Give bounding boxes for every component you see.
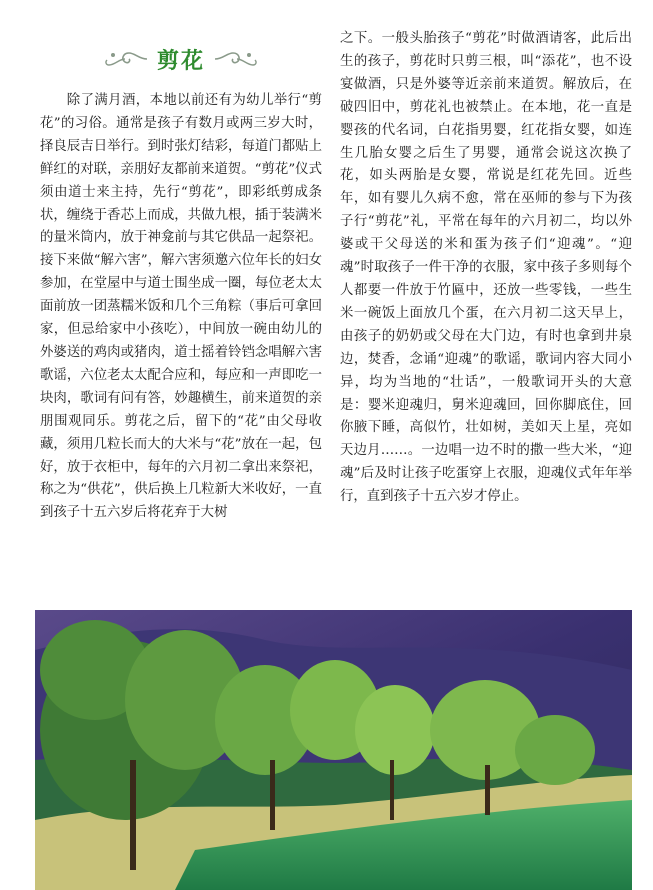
article-title: 剪花 [156, 48, 205, 74]
left-swirl-ornament-icon [105, 49, 149, 69]
left-body-text: 除了满月酒，本地以前还有为幼儿举行“剪花”的习俗。通常是孩子有数月或两三岁大时，择良辰吉日举行。到时张灯结彩，每道门都贴上鲜红的对联，亲朋好友都前来道贺。“剪花”仪式须由道士来主持，先行“剪花”，即彩纸剪成条状，缠绕于香芯上而成，共做九根，插于装满米的量米筒内，放于神龛前与其它供品一起祭祀。接下来做“解六害”，解六害须邀六位年长的妇女参加，在堂屋中与道士围坐成一圈，每位老太太面前放一团蒸糯米饭和几个三角粽（事后可拿回家，但忌给家中小孩吃），中间放一碗由幼儿的外婆送的鸡肉或猪肉，道士摇着铃铛念唱解六害歌谣，六位老太太配合应和，每应和一声即吃一块肉，歌词有问有答，妙趣横生，前来道贺的亲朋围观同乐。剪花之后，留下的“花”由父母收藏，须用几粒长而大的大米与“花”放在一起，包好，放于衣柜中，每年的六月初二拿出来祭祀，称之为“供花”，供后换上几粒新大米收好，一直到孩子十五六岁后将花弃于大树 [40, 93, 322, 521]
right-swirl-ornament-icon [213, 49, 257, 69]
right-column [340, 28, 632, 509]
lakeside-trees-mountain-photo [35, 610, 632, 890]
left-column [40, 28, 322, 525]
right-body-text: 之下。一般头胎孩子“剪花”时做酒请客，此后出生的孩子，剪花时只剪三根，叫“添花”，也不设宴做酒，只是外婆等近亲前来道贺。解放后，在破四旧中，剪花礼也被禁止。在本地，花一直是婴孩的代名词，白花指男婴，红花指女婴，如连生几胎女婴之后生了男婴，通常会说这次换了花，如头两胎是女婴，常说是红花先回。近些年，如有婴儿久病不愈，常在巫师的参与下为孩子行“剪花”礼，平常在每年的六月初二，均以外婆或干父母送的米和蛋为孩子们“迎魂”。“迎魂”时取孩子一件干净的衣服，家中孩子多则每个人都要一件放于竹匾中，还放一些零钱，一些生米一碗饭上面放几个蛋，在六月初二这天早上，由孩子的奶奶或父母在大门边，有时也拿到井泉边，焚香，念诵“迎魂”的歌谣，歌词内容大同小异，均为当地的“壮话”，一般歌词开头的大意是：婴米迎魂归，舅米迎魂回，回你脚底住，回你腋下睡，高似竹，壮如树，美如天上星，亮如天边月……。一边唱一边不时的撒一些大米，“迎魂”后及时让孩子吃蛋穿上衣服，迎魂仪式年年举行，直到孩子十五六岁才停止。 [340, 31, 632, 505]
title-row [40, 28, 322, 90]
